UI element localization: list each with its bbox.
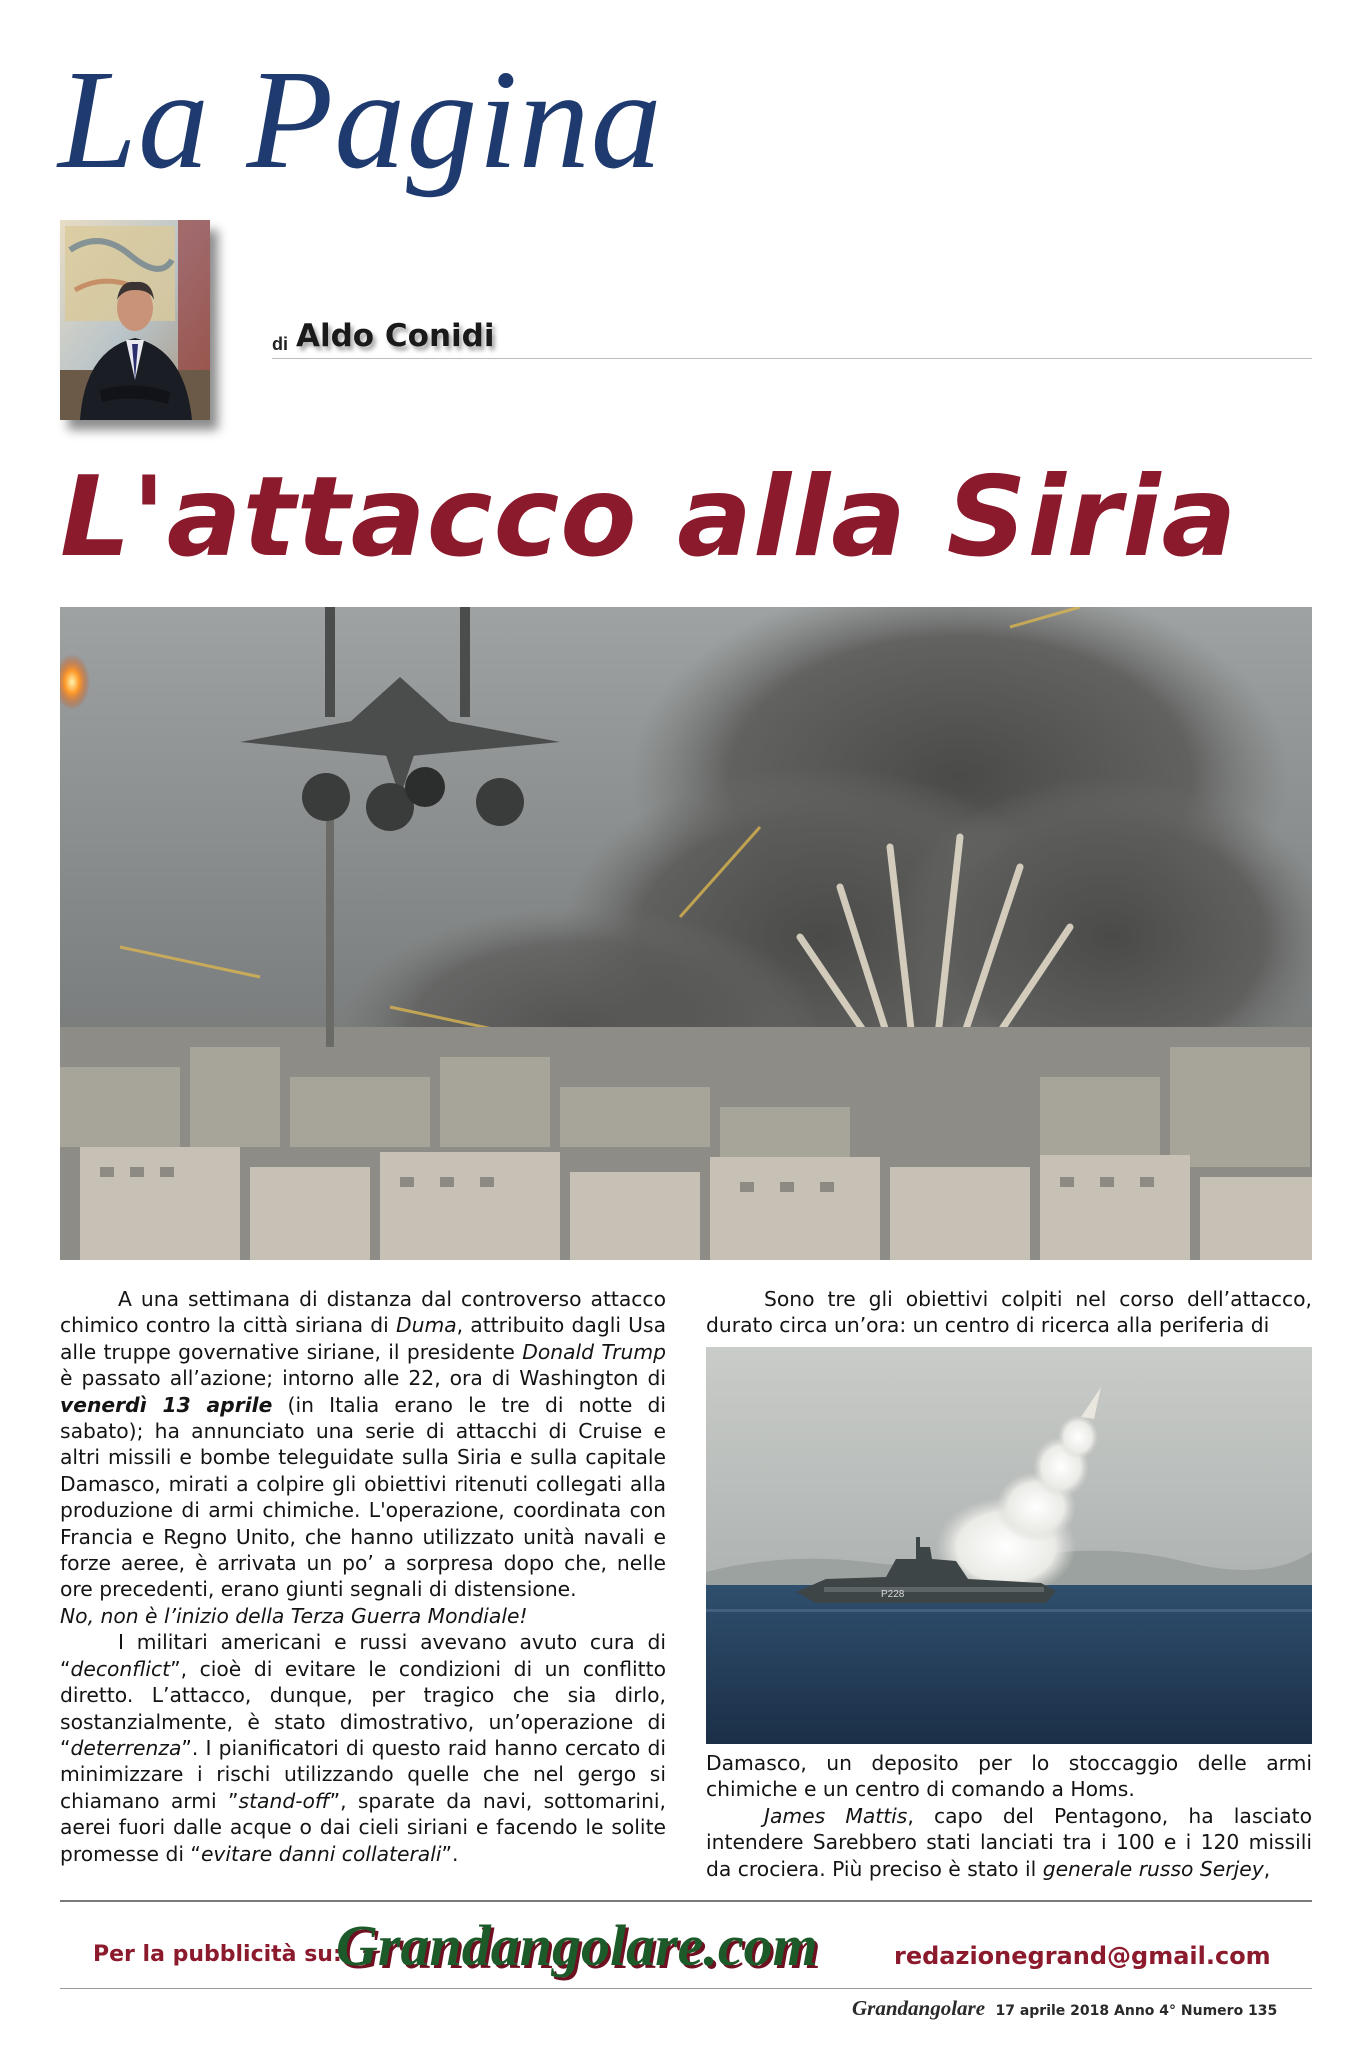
site-link[interactable]: Grandangolare.com bbox=[336, 1913, 818, 1978]
paragraph-text: Sono tre gli obiettivi colpiti nel corso dell’attacco, durato circa un’ora: un centro di ricerca alla periferia di bbox=[706, 1287, 1312, 1338]
article-column-right-top bbox=[706, 1286, 1312, 1339]
main-photo bbox=[60, 607, 1312, 1260]
article-paragraph bbox=[60, 1286, 666, 1603]
article-column-right-bottom bbox=[706, 1750, 1312, 1882]
strong-emphasis-text: venerdì 13 aprile bbox=[60, 1392, 273, 1417]
footer-bottom-divider bbox=[60, 1988, 1312, 1989]
emphasis-text: deterrenza bbox=[70, 1735, 182, 1760]
folio-publication: Grandangolare bbox=[852, 1996, 986, 2020]
footer-divider bbox=[60, 1900, 1312, 1902]
paragraph-text: , bbox=[1263, 1856, 1271, 1881]
emphasis-text: No, non è l’inizio della Terza Guerra Mondiale! bbox=[60, 1603, 528, 1628]
advertising-label: Per la pubblicità su: bbox=[93, 1942, 342, 1967]
paragraph-text: Damasco, un deposito per lo stoccaggio delle armi chimiche e un centro di comando a Homs. bbox=[706, 1751, 1312, 1802]
byline bbox=[272, 318, 1312, 359]
emphasis-text: evitare danni collaterali bbox=[200, 1841, 442, 1866]
emphasis-text: deconflict bbox=[70, 1656, 171, 1681]
paragraph-text: I militari americani e russi avevano avuto cura di “ bbox=[60, 1630, 666, 1681]
paragraph-text: , capo del Pentagono, ha lasciato intendere Sarebbero stati lanciati tra i 100 e i 120 missili da crociera. Più preciso è stato il bbox=[706, 1803, 1312, 1881]
paragraph-text: (in Italia erano le tre di notte di sabato); ha annunciato una serie di attacchi di Cruise e altri missili e bombe teleguidate sulla Siria e sulla capitale Damasco, mirati a colpire gli obiettivi ritenuti collegati alla produzione di armi chimiche. L'operazione, coordinata con Francia e Regno Unito, che hanno utilizzato unità navali e forze aeree, è arrivata un po’ a sorpresa dopo che, nelle ore precedenti, erano giunti segnali di distensione. bbox=[60, 1392, 666, 1602]
article-paragraph bbox=[706, 1803, 1312, 1882]
emphasis-text: Duma bbox=[396, 1313, 457, 1338]
paragraph-text: ”. bbox=[441, 1841, 459, 1866]
paragraph-text: , attribuito dagli Usa alle truppe governative siriane, il presidente bbox=[60, 1313, 666, 1364]
missile-photo bbox=[706, 1347, 1312, 1744]
article-paragraph bbox=[706, 1286, 1312, 1339]
article-column-left bbox=[60, 1286, 666, 1867]
emphasis-text: James Mattis bbox=[764, 1803, 908, 1828]
svg-text:P228: P228 bbox=[881, 1589, 905, 1600]
article-paragraph bbox=[60, 1629, 666, 1867]
headline: L'attacco alla Siria bbox=[60, 453, 1238, 582]
emphasis-text: Donald Trump bbox=[522, 1339, 666, 1364]
masthead-title: La Pagina bbox=[58, 40, 663, 198]
paragraph-text: ”. I pianificatori di questo raid hanno cercato di minimizzare i rischi utilizzando quelle che nel gergo si chiamano armi ” bbox=[60, 1735, 666, 1813]
email-link[interactable]: redazionegrand@gmail.com bbox=[894, 1942, 1271, 1970]
article-paragraph bbox=[60, 1603, 666, 1629]
author-photo bbox=[60, 220, 210, 420]
paragraph-text: A una settimana di distanza dal controverso attacco chimico contro la città siriana di bbox=[60, 1287, 666, 1338]
emphasis-text: generale russo Serjey bbox=[1042, 1856, 1264, 1881]
paragraph-text: ”, cioè di evitare le condizioni di un conflitto diretto. L’attacco, dunque, per tragico che sia dirlo, sostanzialmente, è stato dimostrativo, un’operazione di “ bbox=[60, 1656, 666, 1760]
emphasis-text: stand-off bbox=[238, 1788, 330, 1813]
folio-issue: 17 aprile 2018 Anno 4° Numero 135 bbox=[995, 2003, 1278, 2019]
paragraph-text: è passato all’azione; intorno alle 22, ora di Washington di bbox=[60, 1366, 666, 1391]
byline-prefix: di bbox=[272, 334, 288, 354]
folio-line bbox=[852, 1996, 1277, 2021]
paragraph-text: ”, sparate da navi, sottomarini, aerei fuori dalle acque o dai cieli siriani e facendo le solite promesse di “ bbox=[60, 1788, 667, 1866]
byline-author: Aldo Conidi bbox=[296, 318, 495, 354]
article-paragraph bbox=[706, 1750, 1312, 1803]
